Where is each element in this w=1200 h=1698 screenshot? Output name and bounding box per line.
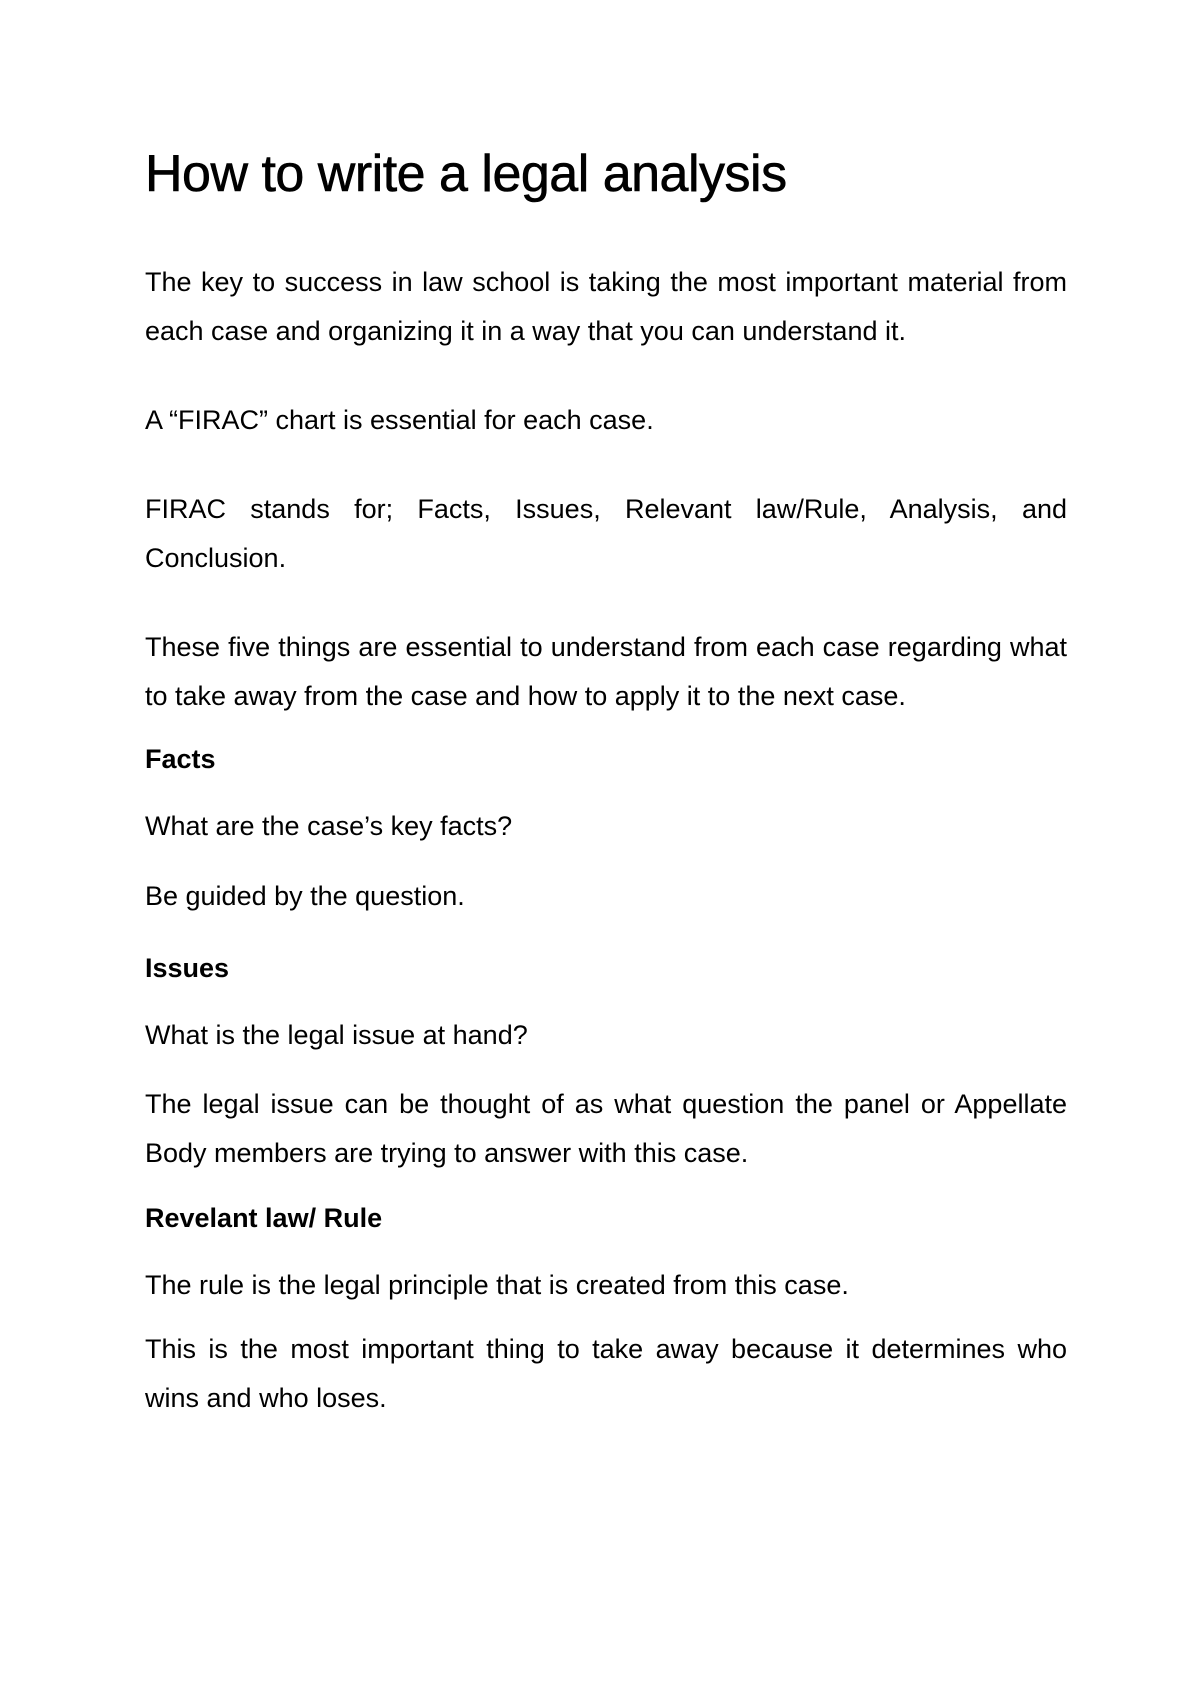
section-paragraph: This is the most important thing to take away because it determines who wins and who loses. xyxy=(145,1334,1067,1413)
section-paragraph: Be guided by the question. xyxy=(145,881,465,911)
section-heading: Issues xyxy=(145,953,230,983)
section-paragraph: The legal issue can be thought of as what question the panel or Appellate Body members are trying to answer with this case. xyxy=(145,1089,1067,1168)
section-paragraph: The rule is the legal principle that is created from this case. xyxy=(145,1270,849,1300)
section-rule xyxy=(145,1200,1067,1423)
intro-paragraph: A “FIRAC” chart is essential for each case. xyxy=(145,405,654,435)
document-body xyxy=(145,140,1067,1423)
intro-paragraph: These five things are essential to understand from each case regarding what to take away from the case and how to apply it to the next case. xyxy=(145,632,1067,711)
section-issues xyxy=(145,950,1067,1178)
section-heading: Revelant law/ Rule xyxy=(145,1203,383,1233)
section-heading: Facts xyxy=(145,744,216,774)
intro-paragraph: The key to success in law school is taking the most important material from each case and organizing it in a way that you can understand it. xyxy=(145,267,1067,346)
section-paragraph: What are the case’s key facts? xyxy=(145,811,513,841)
intro-paragraph: FIRAC stands for; Facts, Issues, Relevant law/Rule, Analysis, and Conclusion. xyxy=(145,494,1067,573)
section-paragraph: What is the legal issue at hand? xyxy=(145,1020,528,1050)
document-title: How to write a legal analysis xyxy=(145,145,787,203)
section-facts xyxy=(145,741,1067,914)
